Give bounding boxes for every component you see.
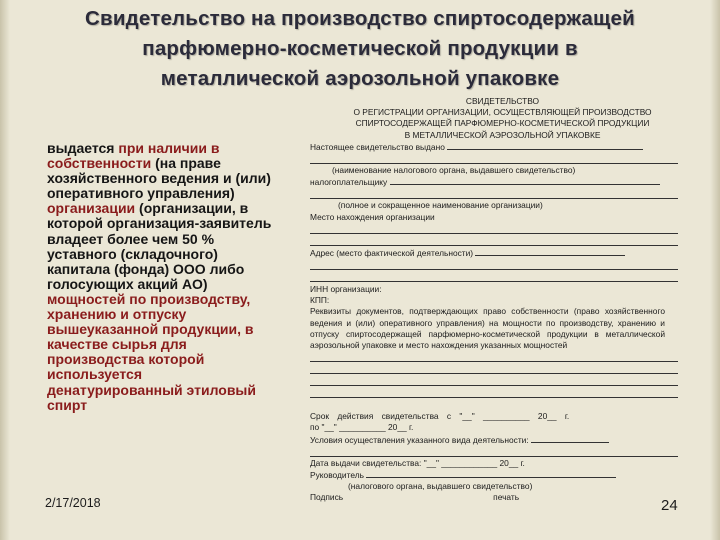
fill-line <box>310 351 678 362</box>
field-note: (полное и сокращенное наименование организации) <box>338 200 543 211</box>
certificate-form <box>310 96 695 504</box>
fill-line <box>310 271 678 282</box>
seal-label: печать <box>493 492 520 503</box>
inn-label: ИНН организации: <box>310 284 382 295</box>
validity-to: по "__" __________ 20__ г. <box>310 422 414 433</box>
validity-from: Срок действия свидетельства с "__" __________ 20__ г. <box>310 411 570 422</box>
title-line-3: металлической аэрозольной упаковке <box>160 67 560 90</box>
fill-line <box>310 223 678 234</box>
signature-label: Подпись <box>310 492 344 503</box>
conditions-field <box>310 434 695 446</box>
fill-line <box>310 446 678 457</box>
form-heading-line: В МЕТАЛЛИЧЕСКОЙ АЭРОЗОЛЬНОЙ УПАКОВКЕ <box>404 129 601 140</box>
fill-line <box>531 434 609 443</box>
kpp-label: КПП: <box>310 295 330 306</box>
field-label: Условия осуществления указанного вида деятельности: <box>310 434 529 445</box>
fill-line <box>310 375 678 386</box>
field-label: налогоплательщику <box>310 177 388 188</box>
fill-line <box>310 259 678 270</box>
fill-line <box>310 188 678 199</box>
description-text <box>47 141 277 413</box>
fill-line <box>366 469 616 478</box>
fill-line <box>310 387 678 398</box>
field-label: Адрес (место фактической деятельности) <box>310 247 474 258</box>
fill-line <box>447 141 643 150</box>
fill-line <box>310 235 678 246</box>
highlight-capacities: мощностей по производству, хранению и отпуску вышеуказанной продукции, в качестве сырья для производства которой используется денатурированный этиловый спирт <box>47 290 256 413</box>
field-label: Руководитель <box>310 470 364 481</box>
head-field <box>310 469 695 481</box>
field-label: Настоящее свидетельство выдано <box>310 141 445 152</box>
fill-line <box>475 247 625 256</box>
signature-line <box>310 492 695 503</box>
left-edge-shade <box>0 0 10 540</box>
slide-number: 24 <box>661 497 678 514</box>
slide-title <box>18 4 702 94</box>
text-segment: (на праве хозяйственного ведения и (или) оперативного управления) <box>47 155 271 202</box>
right-edge-shade <box>710 0 720 540</box>
slide-date: 2/17/2018 <box>45 496 101 510</box>
title-line-1: Свидетельство на производство спиртосодержащей <box>85 7 635 30</box>
fill-line <box>310 363 678 374</box>
field-label: Место нахождения организации <box>310 211 435 222</box>
form-heading-line: О РЕГИСТРАЦИИ ОРГАНИЗАЦИИ, ОСУЩЕСТВЛЯЮЩЕЙ ПРОИЗВОДСТВО <box>353 107 652 118</box>
address-field <box>310 247 695 259</box>
text-segment: выдается <box>47 140 119 156</box>
highlight-organization: организации <box>47 200 136 217</box>
title-line-2: парфюмерно-косметической продукции в <box>142 37 578 60</box>
documents-details: Реквизиты документов, подтверждающих право собственности (право хозяйственного ведения и (или) оперативного управления) на мощности по производству, хранению и отпуску спиртосодержащей парфюмерно-косметической продукции в металлической аэрозольной упаковке и место нахождения указанных мощностей <box>310 306 665 351</box>
fill-line <box>390 176 660 185</box>
form-heading-line: СПИРТОСОДЕРЖАЩЕЙ ПАРФЮМЕРНО-КОСМЕТИЧЕСКОЙ ПРОДУКЦИИ <box>355 118 650 129</box>
text-segment: (организации, в которой организация-заявитель владеет более чем 50 % уставного (складочного) капитала (фонда) ООО либо голосующих акций АО) <box>47 200 272 292</box>
field-note: (наименование налогового органа, выдавшего свидетельство) <box>332 165 576 176</box>
form-heading: СВИДЕТЕЛЬСТВО <box>465 96 540 106</box>
field-note: (налогового органа, выдавшего свидетельство) <box>348 481 533 492</box>
fill-line <box>310 153 678 164</box>
taxpayer-field <box>310 176 695 188</box>
issued-to-field <box>310 141 695 153</box>
issue-date: Дата выдачи свидетельства: "__" ____________ 20__ г. <box>310 457 525 468</box>
highlight-ownership: при наличии в собственности <box>47 140 220 172</box>
